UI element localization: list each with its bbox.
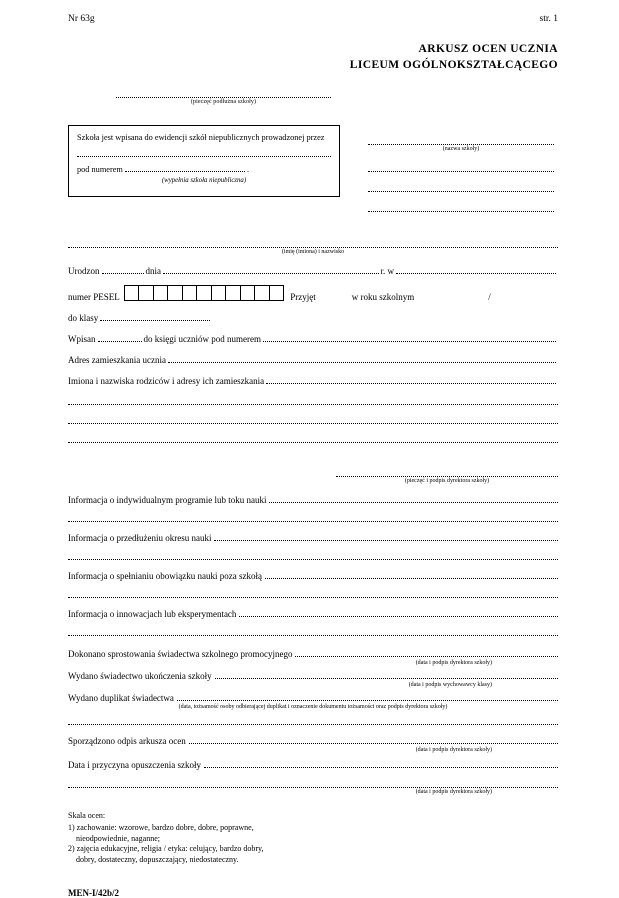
statement-item — [68, 646, 558, 666]
info-item-field[interactable] — [265, 568, 558, 579]
register-row — [68, 331, 558, 344]
statement-field[interactable] — [177, 690, 558, 701]
director-signature-field[interactable] — [336, 465, 558, 477]
address-field[interactable] — [168, 352, 556, 363]
info-item-label: Informacja o spełnianiu obowiązku nauki poza szkołą — [68, 571, 262, 582]
statement-label: Data i przyczyna opuszczenia szkoły — [68, 760, 201, 771]
page-label: str. 1 — [539, 14, 558, 24]
statement-caption: (data i podpis dyrektora szkoły) — [415, 660, 492, 667]
grading-scale-item-line2: dobry, dostateczny, dopuszczający, niedostateczny. — [76, 855, 239, 865]
register-number-field[interactable] — [263, 331, 556, 342]
born-year-label: r. w — [380, 266, 394, 277]
student-data-section — [68, 236, 558, 443]
pesel-cell[interactable] — [168, 286, 183, 300]
statement-field[interactable] — [204, 757, 558, 768]
pesel-cell[interactable] — [183, 286, 198, 300]
statement-item — [68, 668, 558, 688]
info-items — [68, 492, 558, 636]
parents-label: Imiona i nazwiska rodziców i adresy ich zamieszkania — [68, 376, 265, 387]
pesel-label: numer PESEL — [68, 292, 120, 303]
director-signature-block — [336, 465, 558, 484]
info-item-field[interactable] — [214, 530, 558, 541]
pesel-cell[interactable] — [270, 286, 284, 300]
info-item — [68, 568, 558, 598]
statement-field-line-2[interactable] — [68, 776, 558, 788]
pesel-cell[interactable] — [139, 286, 154, 300]
nonpublic-school-note: (wypełnia szkoła niepubliczna) — [161, 177, 247, 185]
pesel-cell[interactable] — [125, 286, 140, 300]
nonpublic-school-line1: Szkoła jest wpisana do ewidencji szkół niepublicznych prowadzonej przez — [77, 133, 325, 143]
pesel-cell[interactable] — [255, 286, 270, 300]
title-line-2: LICEUM OGÓLNOKSZTAŁCĄCEGO — [349, 58, 558, 71]
born-date-field[interactable] — [163, 263, 379, 274]
grading-scale-item-num: 1) — [68, 822, 75, 832]
grading-scale-heading: Skala ocen: — [68, 811, 106, 821]
grading-scale-item-line1: zachowanie: wzorowe, bardzo dobre, dobre, poprawne, — [76, 822, 254, 832]
class-row — [68, 310, 558, 323]
statement-caption: (data i podpis dyrektora szkoły) — [415, 789, 492, 796]
form-code: MEN-I/42b/2 — [68, 888, 120, 898]
school-stamp-caption: (pieczęć podłużna szkoły) — [190, 99, 257, 106]
info-item-field-line-2[interactable] — [68, 624, 558, 636]
birth-row — [68, 263, 558, 276]
info-item-label: Informacja o przedłużeniu okresu nauki — [68, 533, 212, 544]
info-item — [68, 492, 558, 522]
class-label: do klasy — [68, 313, 99, 324]
statement-caption: (data i podpis wychowawcy klasy) — [408, 682, 492, 689]
info-item-field[interactable] — [269, 492, 558, 503]
statement-field[interactable] — [215, 668, 558, 679]
address-row — [68, 352, 558, 365]
info-item — [68, 606, 558, 636]
statement-label: Wydano świadectwo ukończenia szkoły — [68, 671, 212, 682]
register-suffix-field[interactable] — [98, 331, 142, 342]
info-item-field[interactable] — [239, 606, 558, 617]
school-name-line-1[interactable] — [368, 131, 554, 145]
grading-scale — [68, 811, 558, 866]
born-place-field[interactable] — [396, 263, 556, 274]
parents-field-line-4[interactable] — [68, 430, 558, 443]
statement-caption: (data, tożsamość osoby odbierającej duplikat i oznaczenie dokumentu tożsamości oraz podpis dyrektora szkoły) — [178, 704, 448, 711]
director-signature-caption: (pieczęć i podpis dyrektora szkoły) — [404, 478, 490, 485]
document-content — [68, 10, 558, 898]
info-item — [68, 530, 558, 560]
school-name-line-4[interactable] — [368, 198, 554, 212]
statements — [68, 646, 558, 795]
admitted-label: Przyjęt — [290, 292, 316, 303]
info-item-label: Informacja o indywidualnym programie lub toku nauki — [68, 495, 267, 506]
born-suffix-field[interactable] — [102, 263, 144, 274]
parents-row — [68, 373, 558, 386]
school-name-line-3[interactable] — [368, 178, 554, 192]
school-stamp-line[interactable] — [116, 87, 331, 98]
statement-field-line-2[interactable] — [68, 713, 558, 725]
document-title — [68, 42, 558, 73]
statement-item — [68, 690, 558, 725]
info-item-field-line-2[interactable] — [68, 586, 558, 598]
info-item-field-line-2[interactable] — [68, 510, 558, 522]
grading-scale-item — [68, 844, 558, 866]
pesel-cell[interactable] — [197, 286, 212, 300]
pesel-input[interactable] — [124, 285, 285, 301]
info-item-field-line-2[interactable] — [68, 548, 558, 560]
statement-field[interactable] — [295, 646, 558, 657]
register-label: Wpisan — [68, 334, 96, 345]
born-label: Urodzon — [68, 266, 100, 277]
nonpublic-school-box — [68, 125, 340, 197]
statement-item — [68, 757, 558, 795]
statement-label: Dokonano sprostowania świadectwa szkolnego promocyjnego — [68, 649, 293, 660]
admitted-year-label: w roku szkolnym — [351, 292, 415, 303]
admitted-slash: / — [488, 292, 491, 303]
school-name-caption: (nazwa szkoły) — [442, 146, 480, 153]
title-line-1: ARKUSZ OCEN UCZNIA — [418, 43, 558, 55]
pesel-cell[interactable] — [226, 286, 241, 300]
pesel-cell[interactable] — [212, 286, 227, 300]
grading-scale-item-line2: nieodpowiednie, naganne; — [76, 833, 160, 843]
school-stamp-area — [116, 87, 331, 105]
statement-item — [68, 733, 558, 753]
grading-scale-item — [68, 823, 558, 845]
statement-label: Wydano duplikat świadectwa — [68, 693, 174, 704]
parents-field-line-2[interactable] — [68, 392, 558, 405]
parents-field[interactable] — [266, 373, 556, 384]
address-label: Adres zamieszkania ucznia — [68, 355, 166, 366]
student-name-caption: (imię (imiona) i nazwisko — [281, 249, 345, 256]
school-name-line-2[interactable] — [368, 158, 554, 172]
grading-scale-item-line1: zajęcia edukacyjne, religia / etyka: celujący, bardzo dobry, — [76, 844, 264, 854]
register-rest-label: do księgi uczniów pod numerem — [143, 334, 261, 345]
nonpublic-school-number-label: pod numerem — [77, 165, 123, 175]
nonpublic-school-number-field[interactable] — [125, 161, 245, 172]
parents-field-line-3[interactable] — [68, 411, 558, 424]
registration-row — [68, 125, 558, 212]
school-name-block — [368, 125, 554, 212]
statement-field[interactable] — [189, 733, 558, 744]
class-field[interactable] — [100, 310, 210, 321]
nonpublic-school-number-suffix: . — [247, 165, 250, 175]
info-item-label: Informacja o innowacjach lub eksperymentach — [68, 609, 237, 620]
pesel-cell[interactable] — [241, 286, 256, 300]
grading-scale-item-num: 2) — [68, 844, 75, 854]
statement-caption: (data i podpis dyrektora szkoły) — [415, 747, 492, 754]
student-name-field[interactable] — [68, 236, 558, 248]
born-day-label: dnia — [145, 266, 161, 277]
pesel-row — [68, 285, 558, 302]
pesel-cell[interactable] — [154, 286, 169, 300]
top-header-row — [68, 14, 558, 24]
nonpublic-school-number-row — [77, 161, 331, 174]
statement-label: Sporządzono odpis arkusza ocen — [68, 736, 186, 747]
nonpublic-school-authority-field[interactable] — [77, 145, 331, 157]
form-number: Nr 63g — [68, 14, 95, 24]
